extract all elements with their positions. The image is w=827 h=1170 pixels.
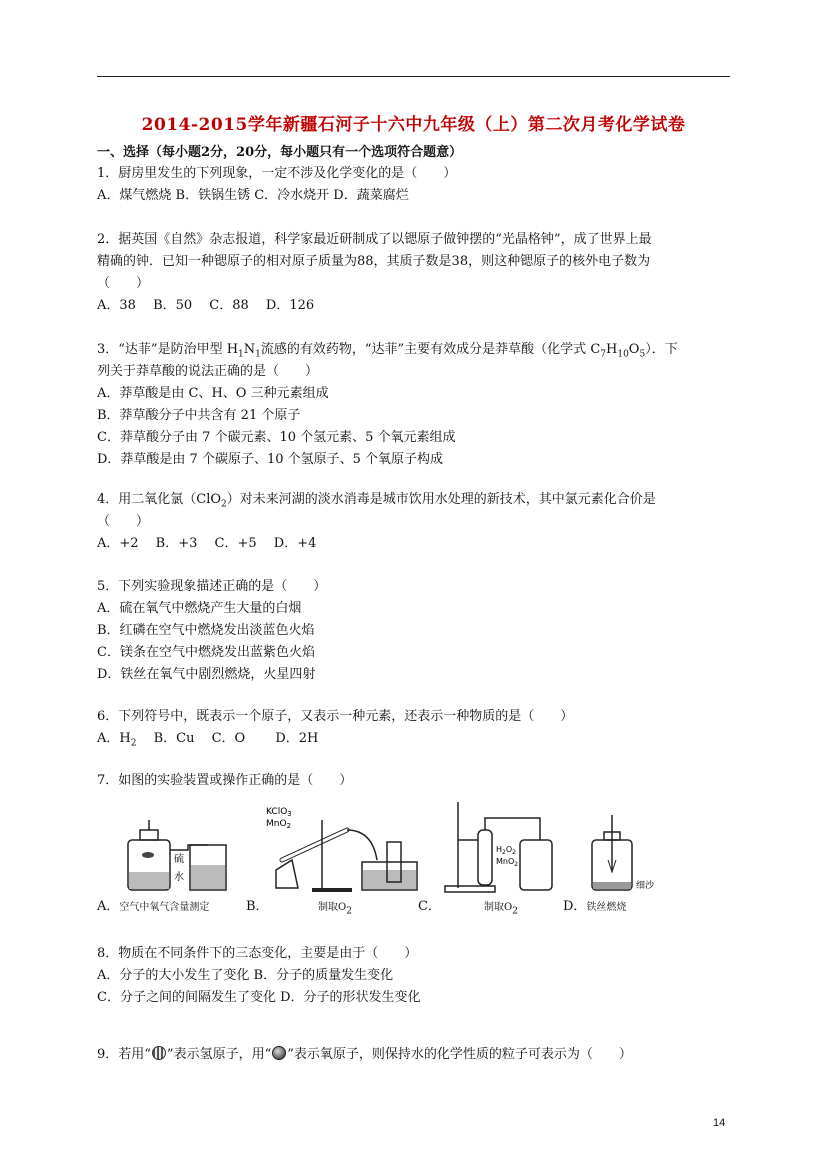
question-6-stem: 6．下列符号中，既表示一个原子，又表示一种元素，还表示一种物质的是（ ） (97, 709, 574, 724)
figure-b-oxygen-preparation (262, 800, 422, 900)
question-3-option-c: C．莽草酸分子由 7 个碳元素、10 个氢元素、5 个氧元素组成 (97, 430, 456, 445)
figure-d-caption: 铁丝燃烧 (586, 902, 627, 913)
question-4-line2: （ ） (97, 514, 150, 529)
figure-b-caption: 制取O (318, 902, 347, 913)
figure-a-caption: 空气中氧气含量测定 (119, 902, 210, 913)
question-3-line1: 3．“达菲”是防治甲型 $H_1N_1$流感的有效药物，“达菲”主要有效成分是莽草酸（化学式 $C_7H_{10}O_5$）．下 (97, 342, 678, 360)
question-1-stem: 1．厨房里发生的下列现象，一定不涉及化学变化的是（ ） (97, 166, 457, 181)
figure-b-caption-wrap: 制取$O_2$ (318, 902, 352, 917)
figure-c-label-mno2: MnO$_2$ (496, 857, 519, 868)
question-5-option-d: D．铁丝在氧气中剧烈燃烧，火星四射 (97, 667, 316, 682)
question-5-option-c: C．镁条在空气中燃烧发出蓝紫色火焰 (97, 645, 315, 660)
figure-a-oxygen-measurement (118, 800, 238, 900)
question-3-option-d: D．莽草酸是由 7 个碳原子、10 个氢原子、5 个氧原子构成 (97, 452, 444, 467)
figure-c-oxygen-preparation (440, 800, 560, 900)
header-rule (97, 76, 730, 77)
figure-b-label: B． (246, 899, 269, 914)
figure-d-iron-wire-combustion (584, 800, 674, 900)
question-9-stem: 9．若用“ ”表示氢原子，用“ ”表示氧原子，则保持水的化学性质的粒子可表示为（ ） (97, 1047, 632, 1062)
figure-c-caption-wrap: 制取$O_2$ (484, 902, 518, 917)
figure-d-label-sand: 细沙 (636, 881, 655, 891)
page-number: 14 (713, 1117, 726, 1129)
question-4-line1: 4．用二氧化氯（ClO$_2$）对未来河湖的淡水消毒是城市饮用水处理的新技术，其中氯元素化合价是 (97, 492, 656, 510)
figure-a-label: A．空气中氧气含量测定 (97, 899, 210, 914)
question-8-line2: A．分子的大小发生了变化 B．分子的质量发生变化 (97, 968, 394, 983)
figure-b-label-mno2: MnO$_2$ (266, 819, 292, 830)
question-3-option-b: B．莽草酸分子中共含有 21 个原子 (97, 408, 301, 423)
figure-b-label-kclo3: KClO$_3$ (266, 807, 292, 818)
oxygen-atom-icon (272, 1046, 286, 1060)
figure-c-label-h2o2: $H_2O_2$ (496, 845, 516, 856)
question-2-line3: （ ） (97, 276, 150, 291)
question-3-line2: 列关于莽草酸的说法正确的是（ ） (97, 364, 319, 379)
question-5-option-b: B．红磷在空气中燃烧发出淡蓝色火焰 (97, 623, 315, 638)
question-8-stem: 8．物质在不同条件下的三态变化，主要是由于（ ） (97, 946, 418, 961)
question-1-options: A．煤气燃烧 B．铁锅生锈 C．冷水烧开 D．蔬菜腐烂 (97, 188, 409, 203)
question-2-line1: 2．据英国《自然》杂志报道，科学家最近研制成了以锶原子做钟摆的“光晶格钟”，成了世界上最 (97, 232, 652, 247)
page-title: 2014-2015学年新疆石河子十六中九年级（上）第二次月考化学试卷 (141, 115, 686, 135)
hydrogen-atom-icon (152, 1046, 166, 1060)
figure-c-caption: 制取O (484, 902, 513, 913)
section-heading: 一、选择（每小题2分，20分，每小题只有一个选项符合题意） (97, 145, 463, 160)
question-7-stem: 7．如图的实验装置或操作正确的是（ ） (97, 773, 353, 788)
question-8-line3: C．分子之间的间隔发生了变化 D．分子的形状发生变化 (97, 990, 421, 1005)
figure-d-label: D．铁丝燃烧 (563, 899, 627, 914)
figure-c-label: C． (418, 899, 441, 914)
question-4-options: A．+2 B．+3 C．+5 D．+4 (97, 536, 317, 551)
question-2-options: A．38 B．50 C．88 D．126 (97, 298, 315, 313)
figure-a-label-water: 水 (174, 872, 184, 883)
question-5-option-a: A．硫在氧气中燃烧产生大量的白烟 (97, 601, 302, 616)
figure-a-label-sulfur: 硫 (174, 854, 184, 865)
question-6-options: A．$H_2$ B．Cu C．O D．2H (97, 731, 319, 749)
question-3-option-a: A．莽草酸是由 C、H、O 三种元素组成 (97, 386, 329, 401)
question-2-line2: 精确的钟．已知一种锶原子的相对原子质量为88，其质子数是38，则这种锶原子的核外电子数为 (97, 254, 651, 269)
question-5-stem: 5．下列实验现象描述正确的是（ ） (97, 579, 327, 594)
